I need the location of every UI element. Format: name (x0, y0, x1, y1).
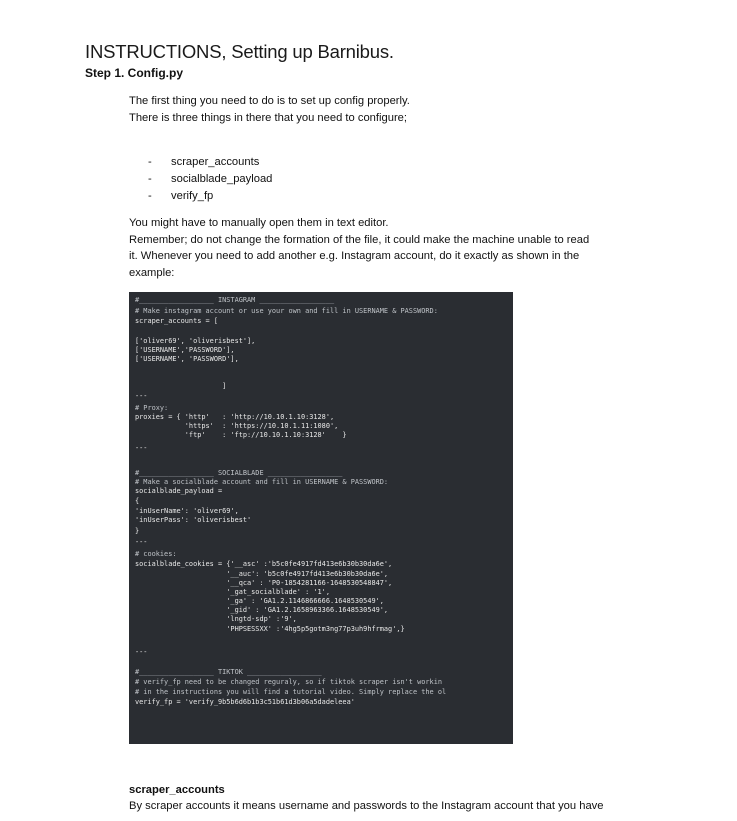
code-line: '__auc': 'b5c0fe4917fd413e6b30b30da6e', (135, 570, 389, 578)
code-line: verify_fp = 'verify_9b5b6d6b1b3c51b61d3b06a5dadeleea' (135, 698, 355, 706)
code-line: # cookies: (135, 550, 177, 558)
section-paragraph: By scraper accounts it means username and passwords to the Instagram account that you have (129, 800, 604, 812)
code-line: '_gid' : 'GA1.2.1658963366.1648530549', (135, 606, 389, 614)
code-line: #__________________ TIKTOK __________________ (135, 668, 322, 676)
code-line: } (135, 527, 140, 535)
intro-paragraph (129, 93, 649, 126)
code-line: 'ftp' : 'ftp://10.10.1.10:3128' } (135, 431, 347, 439)
code-line: ['USERNAME','PASSWORD'], (135, 346, 235, 354)
code-line: ['USERNAME', 'PASSWORD'], (135, 355, 239, 363)
code-line: { (135, 497, 140, 505)
step-heading: Step 1. Config.py (85, 66, 184, 80)
code-line: 'lngtd-sdp' :'9', (135, 615, 297, 623)
notes-line: example: (129, 266, 175, 279)
code-line: # in the instructions you will find a tutorial video. Simply replace the ol (135, 688, 447, 696)
list-item: - socialblade_payload (148, 171, 272, 188)
code-line: --- (135, 538, 148, 546)
code-line: ['oliver69', 'oliverisbest'], (135, 337, 256, 345)
notes-line: Remember; do not change the formation of the file, it could make the machine unable to read (129, 233, 590, 246)
code-line: 'inUserPass': 'oliverisbest' (135, 516, 252, 524)
code-line: ] (135, 382, 227, 390)
code-line: socialblade_payload = (135, 487, 223, 495)
code-line: --- (135, 392, 148, 400)
notes-paragraph (129, 215, 669, 281)
code-line: proxies = { 'http' : 'http://10.10.1.10:3128', (135, 413, 335, 421)
list-item: - scraper_accounts (148, 154, 272, 171)
code-line: # Make instagram account or use your own and fill in USERNAME & PASSWORD: (135, 307, 438, 315)
section-heading: scraper_accounts (129, 784, 225, 796)
code-line: # verify_fp need to be changed reguraly, so if tiktok scraper isn't workin (135, 678, 442, 686)
intro-line: There is three things in there that you need to configure; (129, 111, 407, 124)
notes-line: it. Whenever you need to add another e.g. Instagram account, do it exactly as shown in the (129, 250, 580, 262)
code-line: '_gat_socialblade' : '1', (135, 588, 330, 596)
code-line: scraper_accounts = [ (135, 317, 218, 325)
code-line: #__________________ SOCIALBLADE __________________ (135, 469, 343, 477)
config-items-list (148, 154, 272, 204)
code-screenshot (129, 292, 513, 744)
code-line: # Make a socialblade account and fill in USERNAME & PASSWORD: (135, 478, 389, 486)
code-line: # Proxy: (135, 404, 169, 412)
code-line: 'https' : 'https://10.10.1.11:1080', (135, 422, 339, 430)
code-line: #__________________ INSTAGRAM __________________ (135, 296, 335, 304)
list-item: - verify_fp (148, 188, 272, 205)
notes-line: You might have to manually open them in text editor. (129, 217, 389, 229)
code-line: socialblade_cookies = {'__asc' :'b5c0fe4917fd413e6b30b30da6e', (135, 560, 393, 568)
document-title: INSTRUCTIONS, Setting up Barnibus. (85, 41, 394, 62)
code-line: '_ga' : 'GA1.2.1146866666.1648530549', (135, 597, 384, 605)
code-line: --- (135, 648, 148, 656)
code-line: '__qca' : 'P0-1854281166-1648530548847', (135, 579, 393, 587)
code-line: --- (135, 444, 148, 452)
code-line: 'PHPSESSXX' :'4hg5p5gotm3ng77p3uh9hfrmag',} (135, 625, 405, 633)
code-line: 'inUserName': 'oliver69', (135, 507, 239, 515)
intro-line: The first thing you need to do is to set up config properly. (129, 95, 410, 107)
